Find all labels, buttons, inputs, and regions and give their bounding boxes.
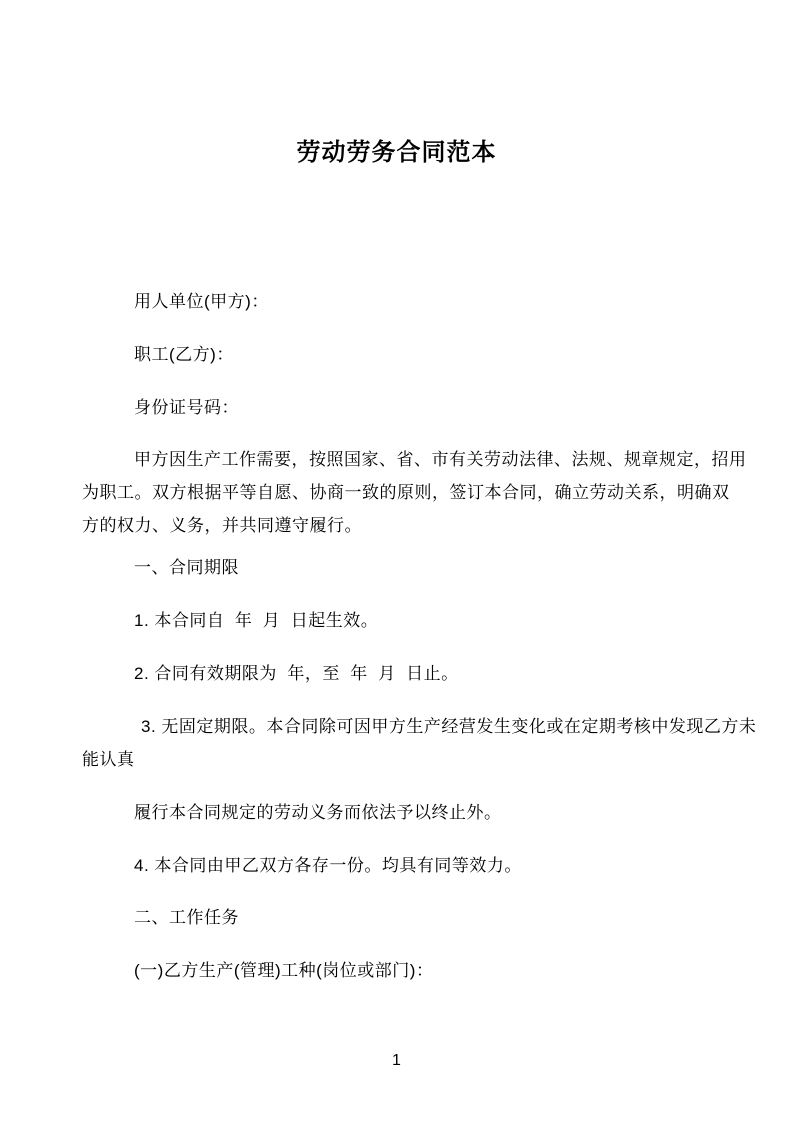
section-1-item-1: 1. 本合同自 年 月 日起生效。 [134,611,379,630]
section-1-item-3-line: 履行本合同规定的劳动义务而依法予以终止外。 [134,803,502,822]
section-1-heading: 一、合同期限 [134,558,239,577]
section-1-item-2: 2. 合同有效期限为 年，至 年 月 日止。 [134,664,459,683]
preamble-line: 为职工。双方根据平等自愿、协商一致的原则，签订本合同，确立劳动关系，明确双 [82,483,730,502]
section-2-item-1: (一)乙方生产(管理)工种(岗位或部门)： [134,961,434,980]
employer-party-label: 用人单位(甲方)： [134,292,269,311]
section-1-item-4: 4. 本合同由甲乙双方各存一份。均具有同等效力。 [134,856,522,875]
id-number-label: 身份证号码： [134,398,239,417]
preamble-line: 甲方因生产工作需要，按照国家、省、市有关劳动法律、法规、规章规定，招用 [134,450,747,469]
section-1-item-3-line: 3. 无固定期限。本合同除可因甲方生产经营发生变化或在定期考核中发现乙方未 [141,717,757,736]
document-title: 劳动劳务合同范本 [296,139,497,166]
section-1-item-3-line: 能认真 [82,750,135,769]
preamble-line: 方的权力、义务，并共同遵守履行。 [82,516,362,535]
section-2-heading: 二、工作任务 [134,908,239,927]
page-number: 1 [392,1052,401,1069]
employee-party-label: 职工(乙方)： [134,345,234,364]
